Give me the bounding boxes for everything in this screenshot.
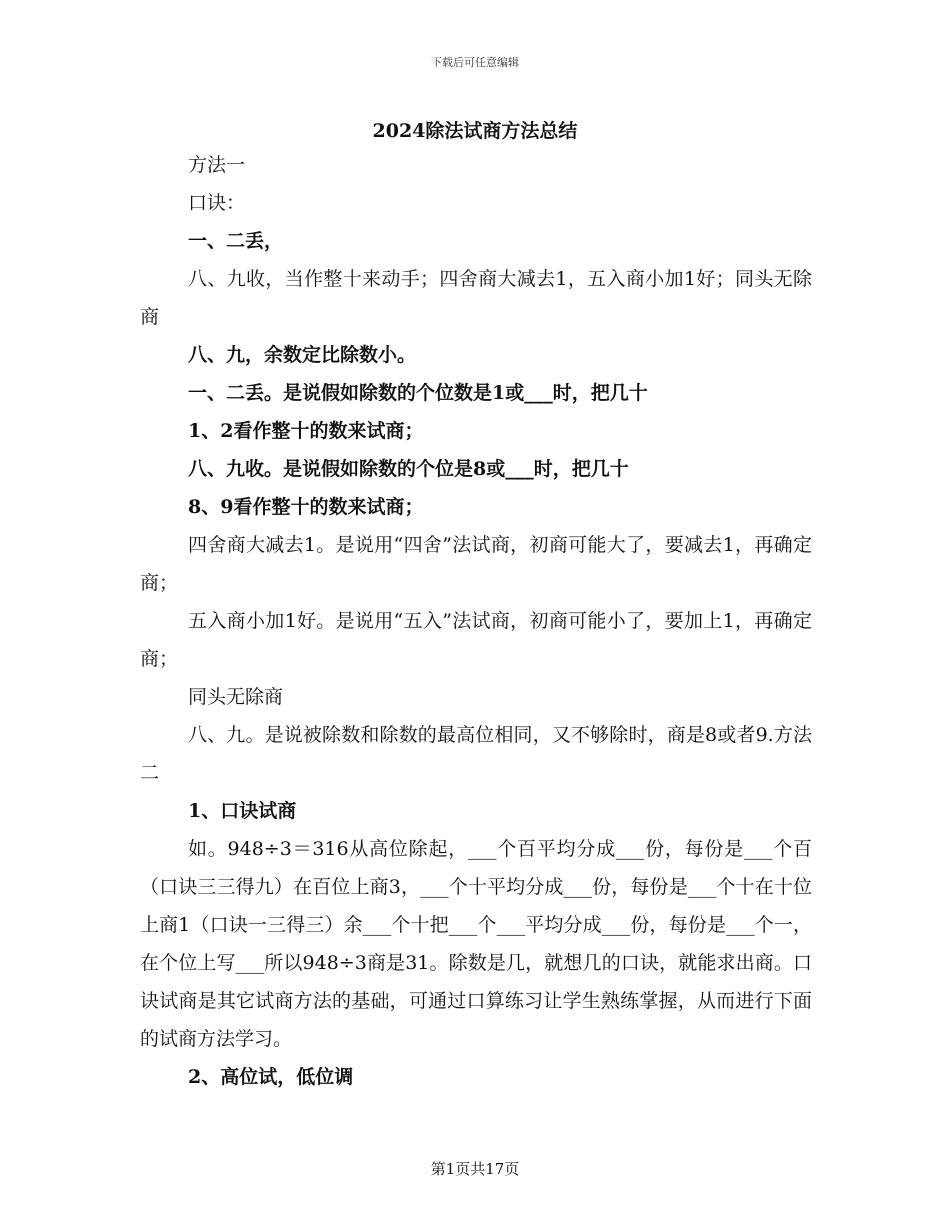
paragraph-text: 四舍商大减去1。是说用“四舍”法试商，初商可能大了，要减去1，再确定商； <box>140 534 812 594</box>
paragraph-bold-heading: 一、二丢。是说假如除数的个位数是1或___时，把几十 <box>188 382 648 404</box>
paragraph-bold-heading: 一、二丢， <box>188 230 284 252</box>
page-header-note: 下载后可任意编辑 <box>431 56 519 69</box>
paragraph-mnemonic-label: 口诀： <box>188 192 246 214</box>
paragraph-text: 八、九收，当作整十来动手；四舍商大减去1，五入商小加1好；同头无除商 <box>140 268 812 328</box>
paragraph-bold-heading: 八、九，余数定比除数小。 <box>188 344 417 366</box>
paragraph-bold-heading: 1、2看作整十的数来试商； <box>188 420 424 442</box>
paragraph-method-one: 方法一 <box>188 154 246 176</box>
paragraph-bold-heading: 1、口诀试商 <box>188 800 297 822</box>
document-title: 2024除法试商方法总结 <box>372 120 578 142</box>
page-number-footer: 第1页共17页 <box>430 1160 520 1178</box>
paragraph-text: 如。948÷3＝316从高位除起，___个百平均分成___份，每份是___个百（口诀三三得九）在百位上商3，___个十平均分成___份，每份是___个十在十位上商1（口诀一三得三）余___个十把___个___平均分成___份，每份是___个一，在个位上写___所以948÷3商是31。除数是几，就想几的口诀，就能求出商。口诀试商是其它试商方法的基础，可通过口算练习让学生熟练掌握，从而进行下面的试商方法学习。 <box>140 838 812 1050</box>
document-body <box>140 146 812 1096</box>
paragraph-text: 五入商小加1好。是说用“五入”法试商，初商可能小了，要加上1，再确定商； <box>140 610 812 670</box>
paragraph-bold-heading: 8、9看作整十的数来试商； <box>188 496 424 518</box>
paragraph-bold-heading: 八、九收。是说假如除数的个位是8或___时，把几十 <box>188 458 629 480</box>
paragraph-bold-heading: 2、高位试，低位调 <box>188 1066 354 1088</box>
paragraph-text: 八、九。是说被除数和除数的最高位相同，又不够除时，商是8或者9.方法二 <box>140 724 812 784</box>
paragraph-text: 同头无除商 <box>188 686 284 708</box>
